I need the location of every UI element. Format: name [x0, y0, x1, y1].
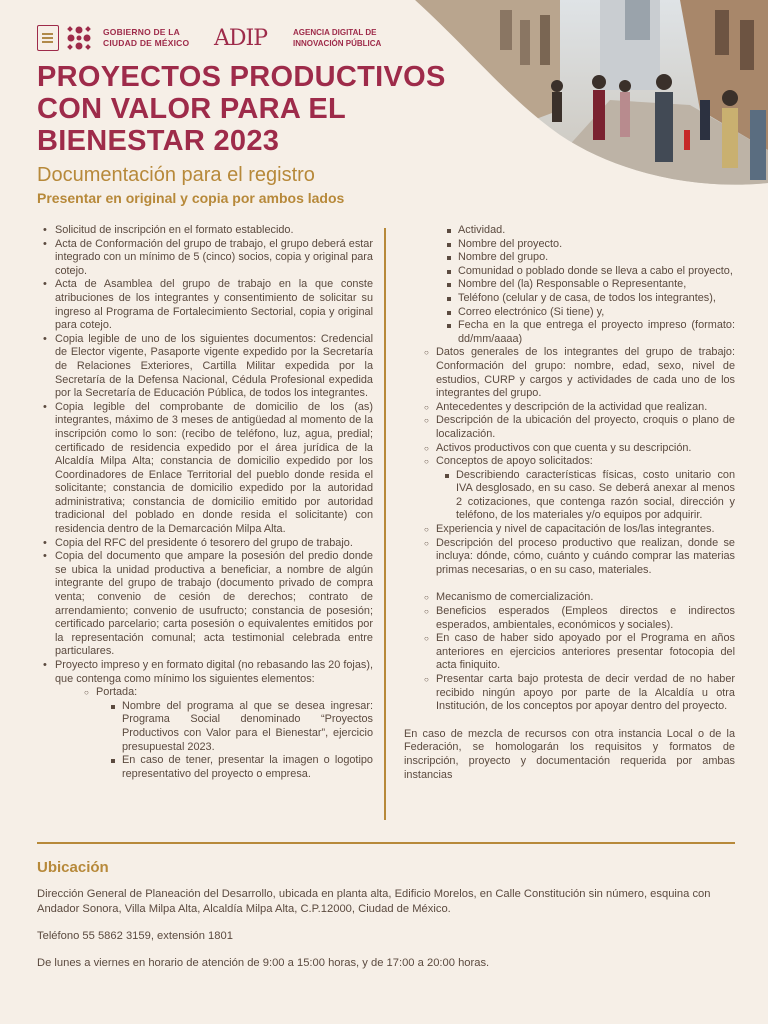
list-subsubitem: Correo electrónico (Si tiene) y, — [446, 306, 735, 320]
cdmx-flower-logo-icon — [65, 24, 93, 52]
ubicacion-hours: De lunes a viernes en horario de atención de 9:00 a 15:00 horas, y de 17:00 a 20:00 horas. — [37, 957, 490, 969]
list-subsubitem: En caso de tener, presentar la imagen o logotipo representativo del proyecto o empresa. — [110, 754, 373, 781]
list-subitem: ○ En caso de haber sido apoyado por el Programa en años anteriores en ejercicios anteriores presentar fotocopia del acta finiquito. — [424, 632, 735, 673]
list-subsubitem: Nombre del grupo. — [446, 251, 735, 265]
list-item-text: Proyecto impreso y en formato digital (no rebasando las 20 fojas), que contenga como mínimo los siguientes elementos: — [55, 659, 373, 685]
logos-row — [37, 22, 403, 54]
cdmx-shield-icon — [37, 25, 59, 51]
list-subitem-text: Conceptos de apoyo solicitados: — [436, 455, 593, 468]
portada-label: Portada: — [96, 686, 138, 699]
list-subsubitem: Nombre del programa al que se desea ingresar: Programa Social denominado “Proyectos Productivos con Valor para el Bienestar”, ejercicio presupuestal 2023. — [110, 700, 373, 754]
ubicacion-title: Ubicación — [37, 859, 109, 876]
list-subitem: ○ Datos generales de los integrantes del grupo de trabajo: Conformación del grupo: nombre, edad, sexo, nivel de estudios, CURP y cargos y actividades de cada uno de los integrantes del grupo. — [424, 346, 735, 400]
list-subitem: ○ Antecedentes y descripción de la actividad que realizan. — [424, 401, 735, 415]
list-subitem: ○ Beneficios esperados (Empleos directos e indirectos esperados, ambientales, económicos y sociales). — [424, 605, 735, 632]
section-instructions: Presentar en original y copia por ambos lados — [37, 190, 345, 206]
list-subsubitem: Actividad. — [446, 224, 735, 238]
list-item: • Copia legible del comprobante de domicilio de los (as) integrantes, máximo de 3 meses de antigüedad al momento de la inscripción como lo son: (recibo de teléfono, luz, agua, predial; certificado de residencia expedido por el área jurídica de la Alcaldía Milpa Alta; constancia de domicilio expedido por los Coordinadores de Enlace Territorial del pueblo donde resida el solicitante; constancia de domicilio expedido por la autoridad administrativa; constancia de domicilio emitido por autoridad tradicional del poblado en donde resida el solicitante) con residencia dentro de la Demarcación Milpa Alta. — [43, 401, 373, 537]
list-item: • Acta de Conformación del grupo de trabajo, el grupo deberá estar integrado con un mínimo de 5 (cinco) socios, copia y original para cotejo. — [43, 238, 373, 279]
requirements-right-column — [404, 224, 735, 782]
adip-logo-icon: ADIP — [214, 25, 268, 51]
section-subtitle: Documentación para el registro — [37, 164, 315, 186]
list-item: • Copia del documento que ampare la posesión del predio donde se ubica la unidad productiva a beneficiar, a nombre de algún integrante del grupo de trabajo (documento privado de compra venta; convenio de cesión de derechos; contrato de arrendamiento; convenio de usufructo; constancia de posesión; certificado parcelario; carta posesión o equivalentes emitidos por la representación comunal; acta testimonial celebrada entre particulares. — [43, 550, 373, 659]
list-subitem: ○ Activos productivos con que cuenta y su descripción. — [424, 442, 735, 456]
requirements-left-column — [43, 224, 373, 781]
gov-label: GOBIERNO DE LA CIUDAD DE MÉXICO — [103, 27, 190, 48]
list-item: • Copia legible de uno de los siguientes documentos: Credencial de Elector vigente, Pasaporte vigente expedido por la Secretaría de Relaciones Exteriores, Cartilla Militar expedida por la Secretaría de la Defensa Nacional, Cédula Profesional expedida por la Secretaría de Educación Pública, de todos los integrantes. — [43, 333, 373, 401]
list-item — [43, 659, 373, 781]
list-subitem: ○ Descripción de la ubicación del proyecto, croquis o plano de localización. — [424, 414, 735, 441]
list-subitem — [424, 455, 735, 523]
list-item: • Copia del RFC del presidente ó tesorero del grupo de trabajo. — [43, 537, 373, 551]
ubicacion-address: Dirección General de Planeación del Desarrollo, ubicada en planta alta, Edificio Morelos, en Calle Constitución sin número, esquina con Andador Sonora, Villa Milpa Alta, Alcaldía Milpa Alta, C.P.12000, Ciudad de México. — [37, 888, 711, 915]
list-subitem: ○ Experiencia y nivel de capacitación de los/las integrantes. — [424, 523, 735, 537]
list-subitem: ○ Mecanismo de comercialización. — [424, 591, 735, 605]
list-subsubitem: Comunidad o poblado donde se lleva a cabo el proyecto, — [446, 265, 735, 279]
list-subsubitem: Describiendo características físicas, costo unitario con IVA desglosado, en su caso. Se deberá anexar al menos 2 cotizaciones, que contenga razón social, dirección y teléfono, de los materiales y/o equipos por adquirir. — [444, 469, 735, 523]
list-item: • Solicitud de inscripción en el formato establecido. — [43, 224, 373, 238]
list-subitem — [84, 686, 373, 781]
note-paragraph: En caso de mezcla de recursos con otra instancia Local o de la Federación, se homologarán los requisitos y formatos de inscripción, proyecto y documentación requerida por ambas instancias — [404, 727, 735, 781]
list-item: • Acta de Asamblea del grupo de trabajo en la que conste atribuciones de los integrantes y consentimiento de solicitar su ingreso al Programa de Fortalecimiento Sectorial, copia y original para cotejo. — [43, 278, 373, 332]
ubicacion-phone: Teléfono 55 5862 3159, extensión 1801 — [37, 930, 233, 942]
list-subitem: ○ Descripción del proceso productivo que realizan, donde se incluya: dónde, cómo, cuánto y cuándo comprar las materias primas necesarias, o en su caso, materiales. — [424, 537, 735, 578]
page-title: PROYECTOS PRODUCTIVOS CON VALOR PARA EL BIENESTAR 2023 — [37, 61, 446, 157]
list-subsubitem: Teléfono (celular y de casa, de todos los integrantes), — [446, 292, 735, 306]
list-subsubitem: Nombre del (la) Responsable o Representante, — [446, 278, 735, 292]
spacer — [404, 577, 735, 591]
list-subsubitem: Fecha en la que entrega el proyecto impreso (formato: dd/mm/aaaa) — [446, 319, 735, 346]
section-divider — [37, 842, 735, 844]
list-subsubitem: Nombre del proyecto. — [446, 238, 735, 252]
agency-label: AGENCIA DIGITAL DE INNOVACIÓN PÚBLICA — [293, 28, 382, 48]
list-subitem: ○ Presentar carta bajo protesta de decir verdad de no haber recibido ningún apoyo por parte de la Alcaldía u otra Institución, de los conceptos por apoyar dentro del proyecto. — [424, 673, 735, 714]
column-divider — [384, 228, 386, 820]
